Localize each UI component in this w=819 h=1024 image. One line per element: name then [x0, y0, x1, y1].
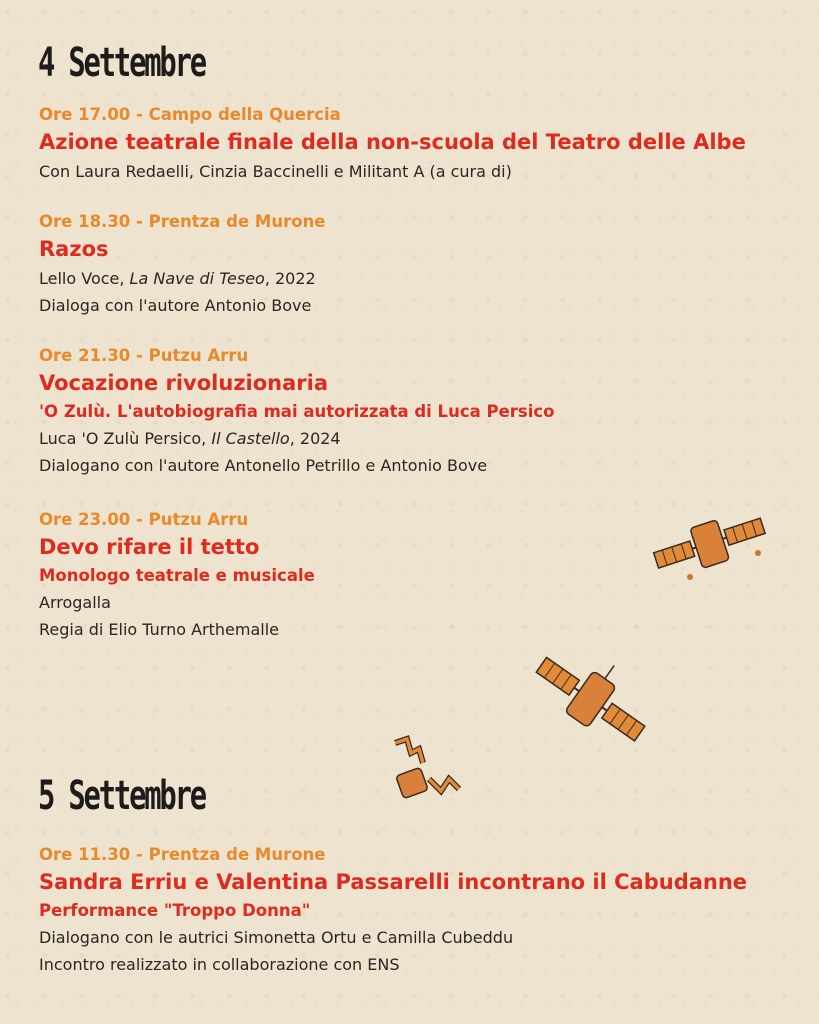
- event-book: Luca 'O Zulù Persico, Il Castello, 2024: [39, 429, 341, 448]
- satellite-icon: [528, 648, 652, 752]
- event-detail: Regia di Elio Turno Arthemalle: [39, 620, 279, 639]
- event-title: Sandra Erriu e Valentina Passarelli incontrano il Cabudanne: [39, 870, 748, 894]
- event-time: Ore 21.30 - Putzu Arru: [39, 346, 249, 365]
- event-3: [39, 345, 789, 479]
- event-time: Ore 17.00 - Campo della Quercia: [39, 105, 341, 124]
- event-time: Ore 18.30 - Prentza de Murone: [39, 212, 326, 231]
- event-time: Ore 11.30 - Prentza de Murone: [39, 845, 326, 864]
- event-detail: Incontro realizzato in collaborazione con ENS: [39, 955, 400, 974]
- event-detail: Dialogano con le autrici Simonetta Ortu e Camilla Cubeddu: [39, 928, 514, 947]
- event-detail: Dialogano con l'autore Antonello Petrillo e Antonio Bove: [39, 456, 488, 475]
- event-detail: Arrogalla: [39, 593, 111, 612]
- event-title: Vocazione rivoluzionaria: [39, 371, 329, 395]
- event-title: Azione teatrale finale della non-scuola del Teatro delle Albe: [39, 130, 746, 154]
- event-subtitle: 'O Zulù. L'autobiografia mai autorizzata di Luca Persico: [39, 402, 555, 421]
- satellite-icon: [650, 505, 770, 585]
- space-debris-icon: [385, 735, 465, 805]
- event-time: Ore 23.00 - Putzu Arru: [39, 510, 249, 529]
- day-title-5-settembre: 5 Settembre: [38, 773, 205, 819]
- event-5: [39, 844, 789, 978]
- event-detail: Dialoga con l'autore Antonio Bove: [39, 296, 312, 315]
- event-book: Lello Voce, La Nave di Teseo, 2022: [39, 269, 316, 288]
- book-title: Il Castello: [211, 429, 290, 448]
- day-title-4-settembre: 4 Settembre: [38, 40, 205, 86]
- event-detail: Con Laura Redaelli, Cinzia Baccinelli e Militant A (a cura di): [39, 162, 512, 181]
- book-title: La Nave di Teseo: [129, 269, 265, 288]
- event-1: [39, 104, 789, 185]
- event-title: Devo rifare il tetto: [39, 535, 260, 559]
- event-title: Razos: [39, 237, 109, 261]
- event-2: [39, 211, 789, 319]
- event-subtitle: Performance "Troppo Donna": [39, 901, 311, 920]
- event-subtitle: Monologo teatrale e musicale: [39, 566, 315, 585]
